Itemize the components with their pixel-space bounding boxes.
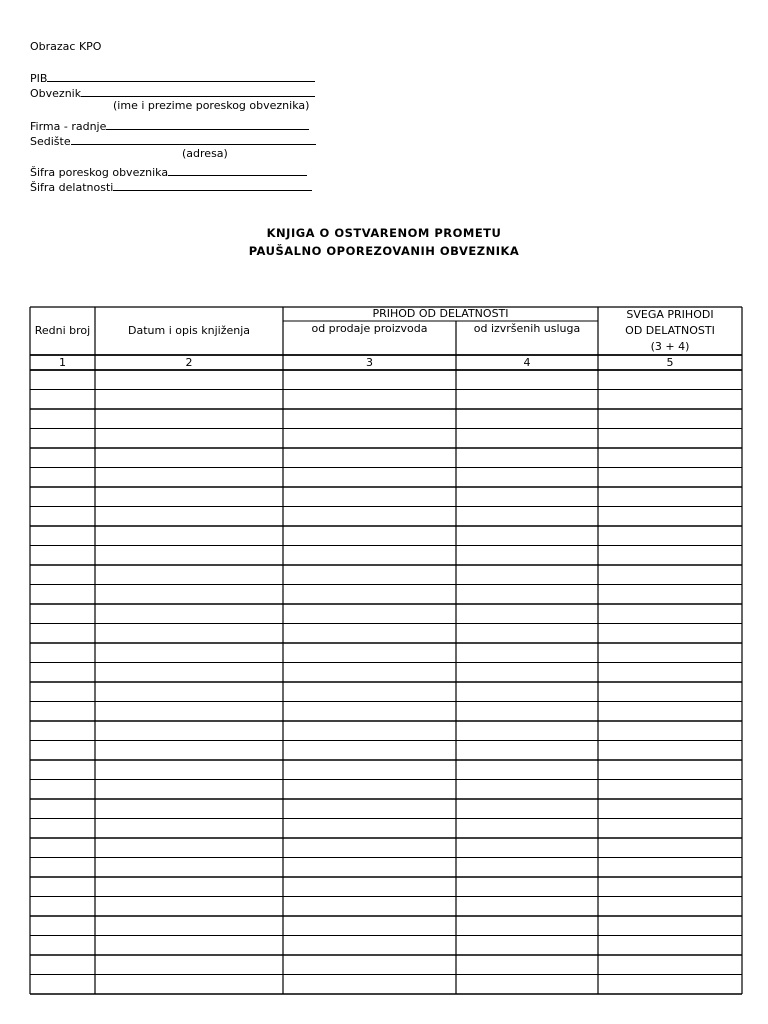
form-code: Obrazac KPO bbox=[30, 40, 102, 53]
col-number-3: 3 bbox=[366, 356, 373, 369]
sifra-obveznika-label: Šifra poreskog obveznika bbox=[30, 166, 169, 179]
document-title-line2: PAUŠALNO OPOREZOVANIH OBVEZNIKA bbox=[248, 244, 520, 258]
header-datum-opis: Datum i opis knjiženja bbox=[127, 324, 251, 337]
document-title-line1: KNJIGA O OSTVARENOM PROMETU bbox=[266, 226, 502, 240]
header-svega-line1: SVEGA PRIHODI bbox=[626, 308, 714, 321]
header-prodaje-proizvoda: od prodaje proizvoda bbox=[311, 322, 428, 335]
col-number-4: 4 bbox=[523, 356, 531, 369]
col-number-2: 2 bbox=[185, 356, 193, 369]
obveznik-label: Obveznik bbox=[30, 87, 82, 100]
header-svega-line3: (3 + 4) bbox=[650, 340, 690, 353]
obveznik-hint: (ime i prezime poreskog obveznika) bbox=[113, 99, 310, 112]
header-redni-broj: Redni broj bbox=[34, 324, 91, 337]
pib-label: PIB bbox=[30, 72, 48, 85]
sediste-label: Sedište bbox=[30, 135, 71, 148]
header-prihod-group: PRIHOD OD DELATNOSTI bbox=[372, 307, 509, 320]
col-number-1: 1 bbox=[59, 356, 66, 369]
col-number-5: 5 bbox=[666, 356, 674, 369]
header-svega-line2: OD DELATNOSTI bbox=[625, 324, 715, 337]
sifra-delatnosti-label: Šifra delatnosti bbox=[30, 181, 114, 194]
sediste-hint: (adresa) bbox=[182, 147, 228, 160]
firma-label: Firma - radnje bbox=[30, 120, 107, 133]
header-izvrsenih-usluga: od izvršenih usluga bbox=[473, 322, 581, 335]
